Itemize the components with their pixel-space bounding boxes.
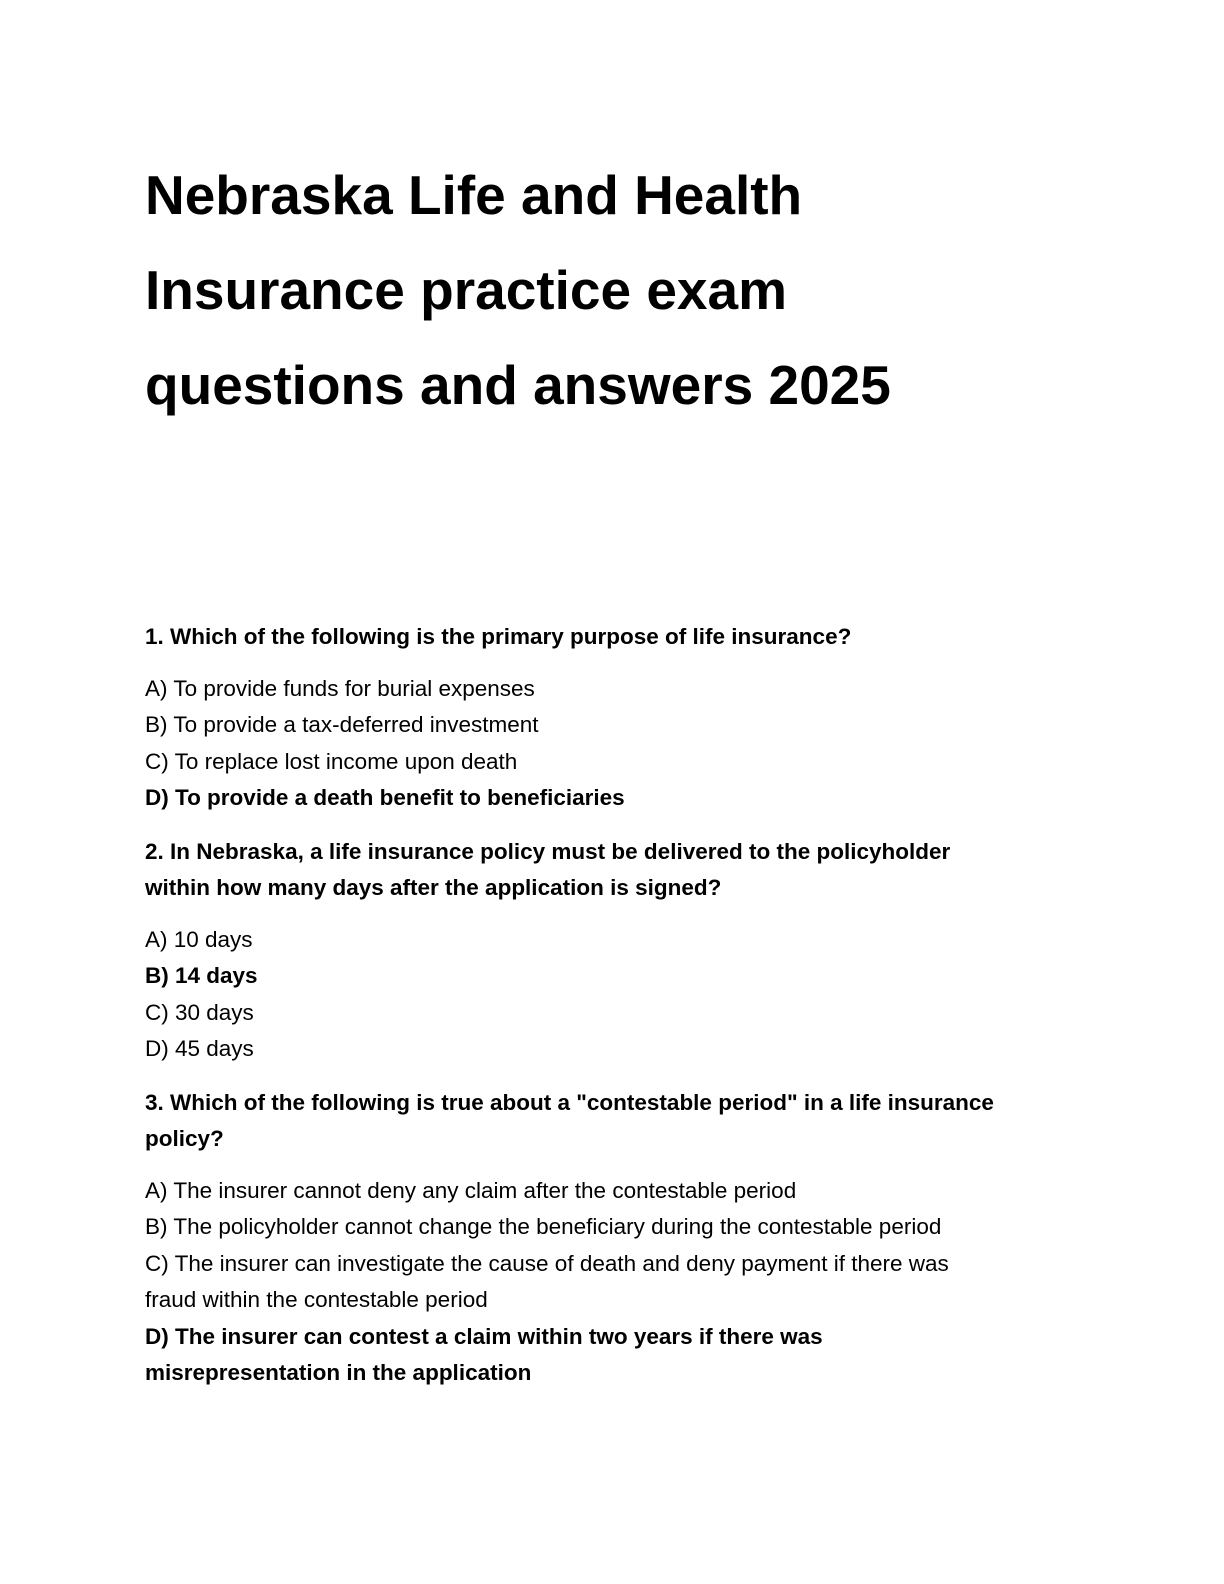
questions-list [145, 619, 994, 1409]
answer-option [145, 744, 994, 781]
correct-answer-option [145, 1319, 994, 1392]
question-text [145, 1085, 994, 1158]
option-line: A) 10 days [145, 926, 253, 952]
option-line: B) The policyholder cannot change the beneficiary during the contestable period [145, 1214, 942, 1239]
correct-answer-option [145, 958, 994, 995]
option-line: D) The insurer can contest a claim within two years if there was [145, 1323, 823, 1349]
question-text [145, 619, 994, 656]
correct-answer-option [145, 780, 994, 817]
answer-option [145, 995, 994, 1032]
answer-option [145, 922, 994, 959]
option-line: B) To provide a tax-deferred investment [145, 712, 539, 737]
question-line: 1. Which of the following is the primary purpose of life insurance? [145, 624, 852, 649]
option-line: misrepresentation in the application [145, 1360, 532, 1385]
option-line: D) 45 days [145, 1036, 254, 1061]
answer-options [145, 1173, 994, 1392]
option-line: A) To provide funds for burial expenses [145, 675, 535, 701]
answer-option [145, 1031, 994, 1068]
answer-option [145, 671, 994, 708]
answer-option [145, 1246, 994, 1319]
title-line: Nebraska Life and Health [145, 164, 803, 226]
answer-option [145, 1209, 994, 1246]
option-line: B) 14 days [145, 963, 258, 988]
title-line: Insurance practice exam [145, 259, 788, 321]
answer-options [145, 922, 994, 1068]
question-line: 3. Which of the following is true about a "contestable period" in a life insurance [145, 1089, 994, 1115]
answer-option [145, 1173, 994, 1210]
document-title [145, 148, 891, 433]
answer-option [145, 707, 994, 744]
option-line: C) 30 days [145, 999, 254, 1025]
question-line: 2. In Nebraska, a life insurance policy must be delivered to the policyholder [145, 838, 951, 864]
option-line: D) To provide a death benefit to beneficiaries [145, 785, 625, 810]
option-line: C) The insurer can investigate the cause of death and deny payment if there was [145, 1250, 949, 1276]
question-line: within how many days after the application is signed? [145, 875, 722, 900]
title-line: questions and answers 2025 [145, 354, 891, 416]
option-line: C) To replace lost income upon death [145, 748, 518, 774]
option-line: A) The insurer cannot deny any claim after the contestable period [145, 1177, 797, 1203]
question-text [145, 834, 994, 907]
option-line: fraud within the contestable period [145, 1287, 488, 1312]
question-line: policy? [145, 1126, 224, 1151]
answer-options [145, 671, 994, 817]
